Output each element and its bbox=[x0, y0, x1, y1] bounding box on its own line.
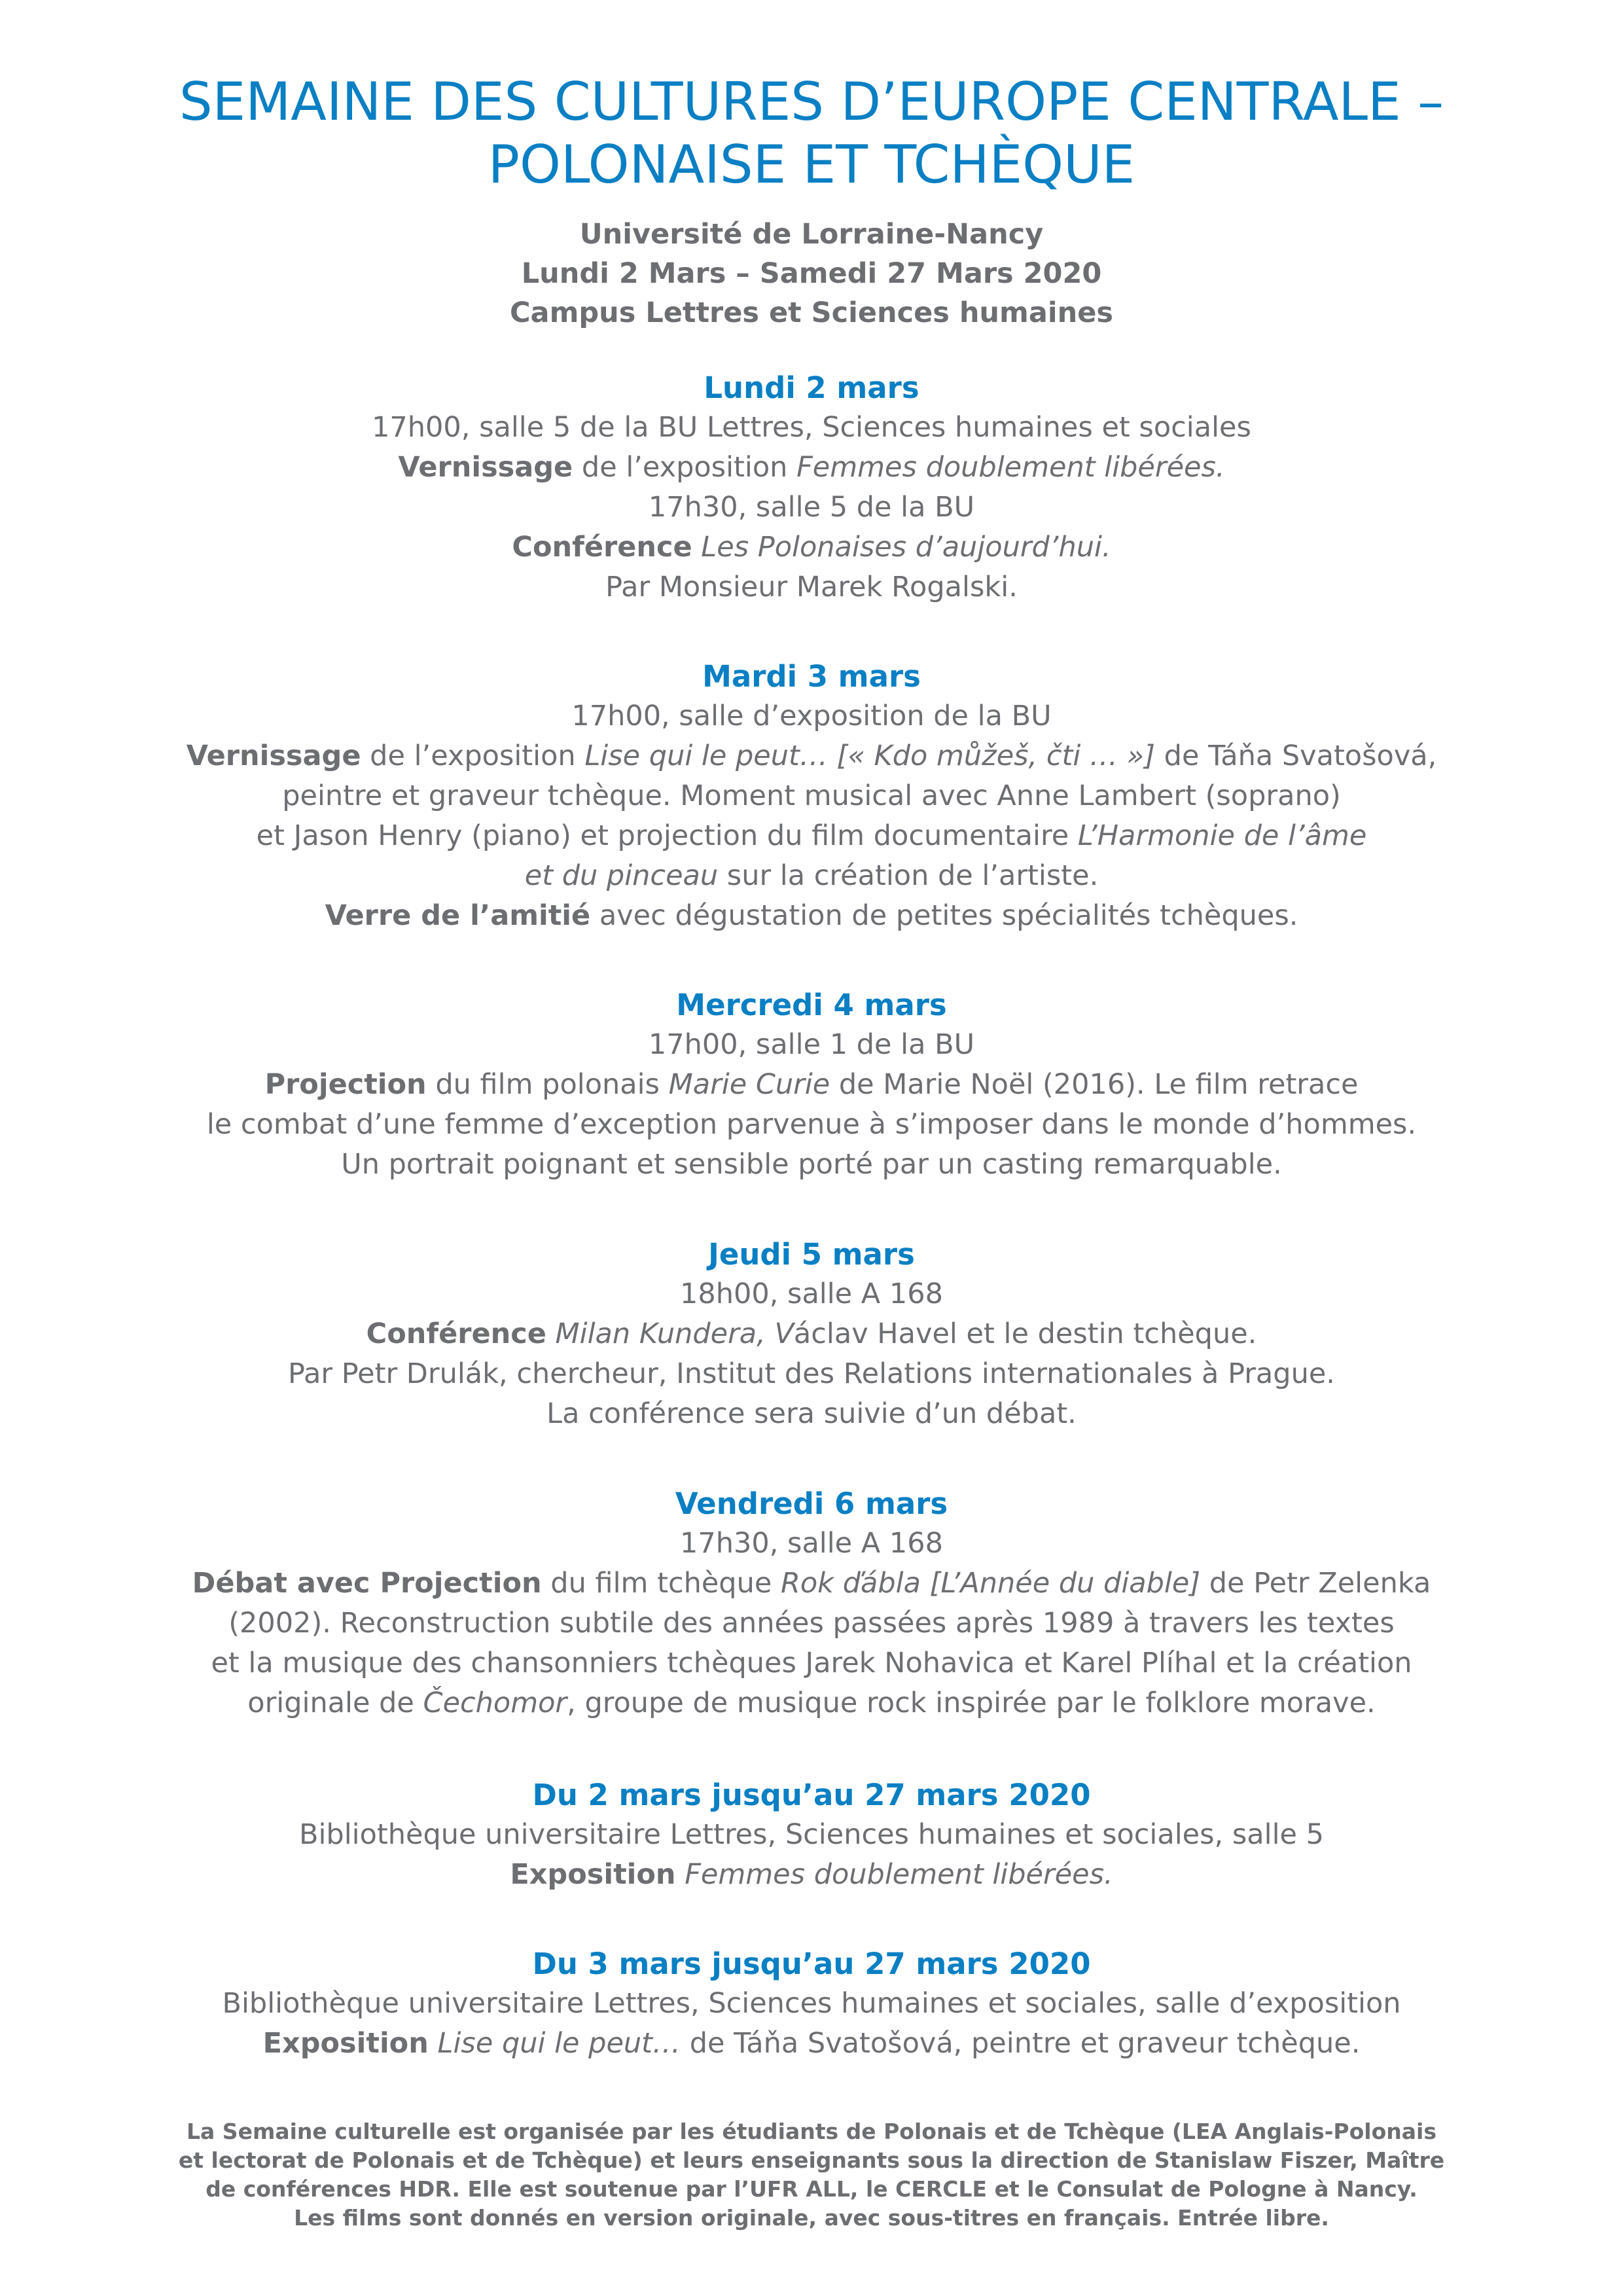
event-line: et la musique des chansonniers tchèques Jarek Nohavica et Karel Plíhal et la création bbox=[211, 1647, 1412, 1679]
footer-note bbox=[0, 2117, 1623, 2233]
exhibition-1 bbox=[0, 1775, 1623, 1895]
campus-name: Campus Lettres et Sciences humaines bbox=[510, 296, 1113, 329]
event-line: Un portrait poignant et sensible porté par un casting remarquable. bbox=[341, 1148, 1282, 1181]
event-day-heading: Lundi 2 mars bbox=[704, 370, 919, 405]
event-friday bbox=[0, 1484, 1623, 1723]
event-line: Conférence Milan Kundera, Václav Havel et le destin tchèque. bbox=[366, 1318, 1257, 1350]
event-day-heading: Du 3 mars jusqu’au 27 mars 2020 bbox=[532, 1946, 1091, 1981]
event-dates: Lundi 2 Mars – Samedi 27 Mars 2020 bbox=[521, 257, 1102, 290]
event-tuesday bbox=[0, 656, 1623, 936]
event-line: Vernissage de l’exposition Femmes doublement libérées. bbox=[398, 451, 1225, 484]
title-line-1: SEMAINE DES CULTURES D’EUROPE CENTRALE – bbox=[179, 71, 1444, 132]
event-line: originale de Čechomor, groupe de musique rock inspirée par le folklore morave. bbox=[247, 1687, 1376, 1719]
event-line: (2002). Reconstruction subtile des années passées après 1989 à travers les textes bbox=[228, 1607, 1395, 1640]
event-line: 17h00, salle d’exposition de la BU bbox=[571, 700, 1052, 732]
event-day-heading: Mardi 3 mars bbox=[702, 659, 921, 694]
event-line: Débat avec Projection du film tchèque Rok ďábla [L’Année du diable] de Petr Zelenka bbox=[192, 1567, 1431, 1600]
title-line-2: POLONAISE ET TCHÈQUE bbox=[488, 134, 1135, 195]
event-line: Par Monsieur Marek Rogalski. bbox=[605, 571, 1018, 603]
event-line: et Jason Henry (piano) et projection du film documentaire L’Harmonie de l’âme bbox=[256, 819, 1367, 852]
event-line: 17h00, salle 5 de la BU Lettres, Sciences humaines et sociales bbox=[372, 411, 1251, 444]
event-line: 17h30, salle 5 de la BU bbox=[648, 491, 975, 524]
event-day-heading: Vendredi 6 mars bbox=[675, 1486, 948, 1521]
event-line: le combat d’une femme d’exception parvenue à s’imposer dans le monde d’hommes. bbox=[206, 1108, 1417, 1141]
event-day-heading: Du 2 mars jusqu’au 27 mars 2020 bbox=[532, 1778, 1091, 1812]
event-day-heading: Jeudi 5 mars bbox=[708, 1237, 915, 1272]
event-line: Projection du film polonais Marie Curie de Marie Noël (2016). Le film retrace bbox=[264, 1068, 1359, 1101]
event-line: et du pinceau sur la création de l’artiste. bbox=[524, 859, 1099, 892]
event-thursday bbox=[0, 1234, 1623, 1434]
event-line: peintre et graveur tchèque. Moment musical avec Anne Lambert (soprano) bbox=[282, 780, 1341, 812]
university-name: Université de Lorraine-Nancy bbox=[579, 218, 1044, 251]
event-line: La conférence sera suivie d’un débat. bbox=[546, 1397, 1077, 1430]
event-line: 17h30, salle A 168 bbox=[680, 1527, 943, 1560]
event-line: Bibliothèque universitaire Lettres, Sciences humaines et sociales, salle d’exposition bbox=[222, 1987, 1401, 2020]
event-line: Bibliothèque universitaire Lettres, Sciences humaines et sociales, salle 5 bbox=[298, 1818, 1324, 1851]
footer-line: La Semaine culturelle est organisée par les étudiants de Polonais et de Tchèque (LEA Anglais-Polonais bbox=[187, 2119, 1436, 2144]
event-line: 18h00, salle A 168 bbox=[680, 1278, 943, 1310]
event-line: Conférence Les Polonaises d’aujourd’hui. bbox=[512, 531, 1111, 564]
event-line: Par Petr Drulák, chercheur, Institut des Relations internationales à Prague. bbox=[288, 1357, 1335, 1390]
event-line: Exposition Lise qui le peut… de Táňa Svatošová, peintre et graveur tchèque. bbox=[262, 2027, 1361, 2060]
event-line: Exposition Femmes doublement libérées. bbox=[510, 1858, 1113, 1891]
intro-block bbox=[0, 215, 1623, 332]
footer-line: et lectorat de Polonais et de Tchèque) et leurs enseignants sous la direction de Stanislaw Fiszer, Maître bbox=[178, 2147, 1445, 2173]
event-line: Vernissage de l’exposition Lise qui le peut… [« Kdo můžeš, čti … »] de Táňa Svatošová, bbox=[186, 740, 1437, 772]
exhibition-2 bbox=[0, 1944, 1623, 2064]
page-title bbox=[0, 71, 1623, 196]
footer-line: Les films sont donnés en version originale, avec sous-titres en français. Entrée libre. bbox=[294, 2205, 1329, 2231]
event-day-heading: Mercredi 4 mars bbox=[676, 988, 947, 1022]
event-line: 17h00, salle 1 de la BU bbox=[648, 1028, 975, 1061]
footer-line: de conférences HDR. Elle est soutenue par l’UFR ALL, le CERCLE et le Consulat de Pologne à Nancy. bbox=[205, 2176, 1418, 2202]
event-line: Verre de l’amitié avec dégustation de petites spécialités tchèques. bbox=[325, 899, 1298, 932]
event-wednesday bbox=[0, 985, 1623, 1185]
event-monday bbox=[0, 368, 1623, 607]
